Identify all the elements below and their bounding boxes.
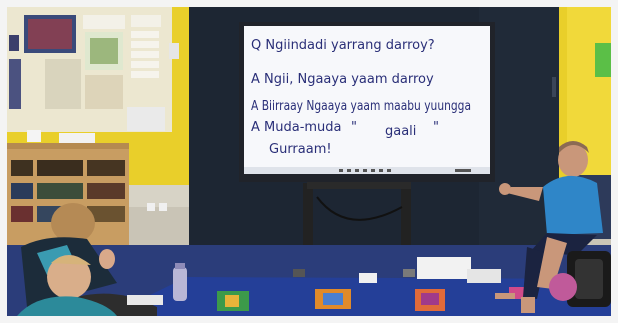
board-answer-2: A Biirraay Ngaaya yaam maabu yuungga [251, 99, 471, 114]
poster-3 [45, 59, 81, 109]
card-on-floor [359, 273, 377, 283]
board-closing: Gurraam! [269, 142, 332, 157]
side-poster [9, 59, 21, 109]
water-bottle-icon [173, 263, 187, 301]
paper-on-floor [417, 257, 471, 279]
ditto-mark-1: " [351, 120, 357, 135]
green-sign [595, 43, 611, 77]
ditto-mark-2: " [433, 120, 439, 135]
paper-sheet [127, 107, 165, 131]
board-answer-3: A Muda-muda [251, 120, 342, 135]
board-question: Q Ngiindadi yarrang darroy? [251, 38, 435, 53]
poster-label [83, 15, 125, 29]
tray [59, 133, 95, 143]
board-answer-3-word: gaali [385, 124, 417, 139]
board-answer-1: A Ngii, Ngaaya yaam darroy [251, 72, 434, 87]
classroom-photo [7, 7, 611, 316]
poster-4 [85, 75, 123, 109]
ball [549, 273, 577, 301]
